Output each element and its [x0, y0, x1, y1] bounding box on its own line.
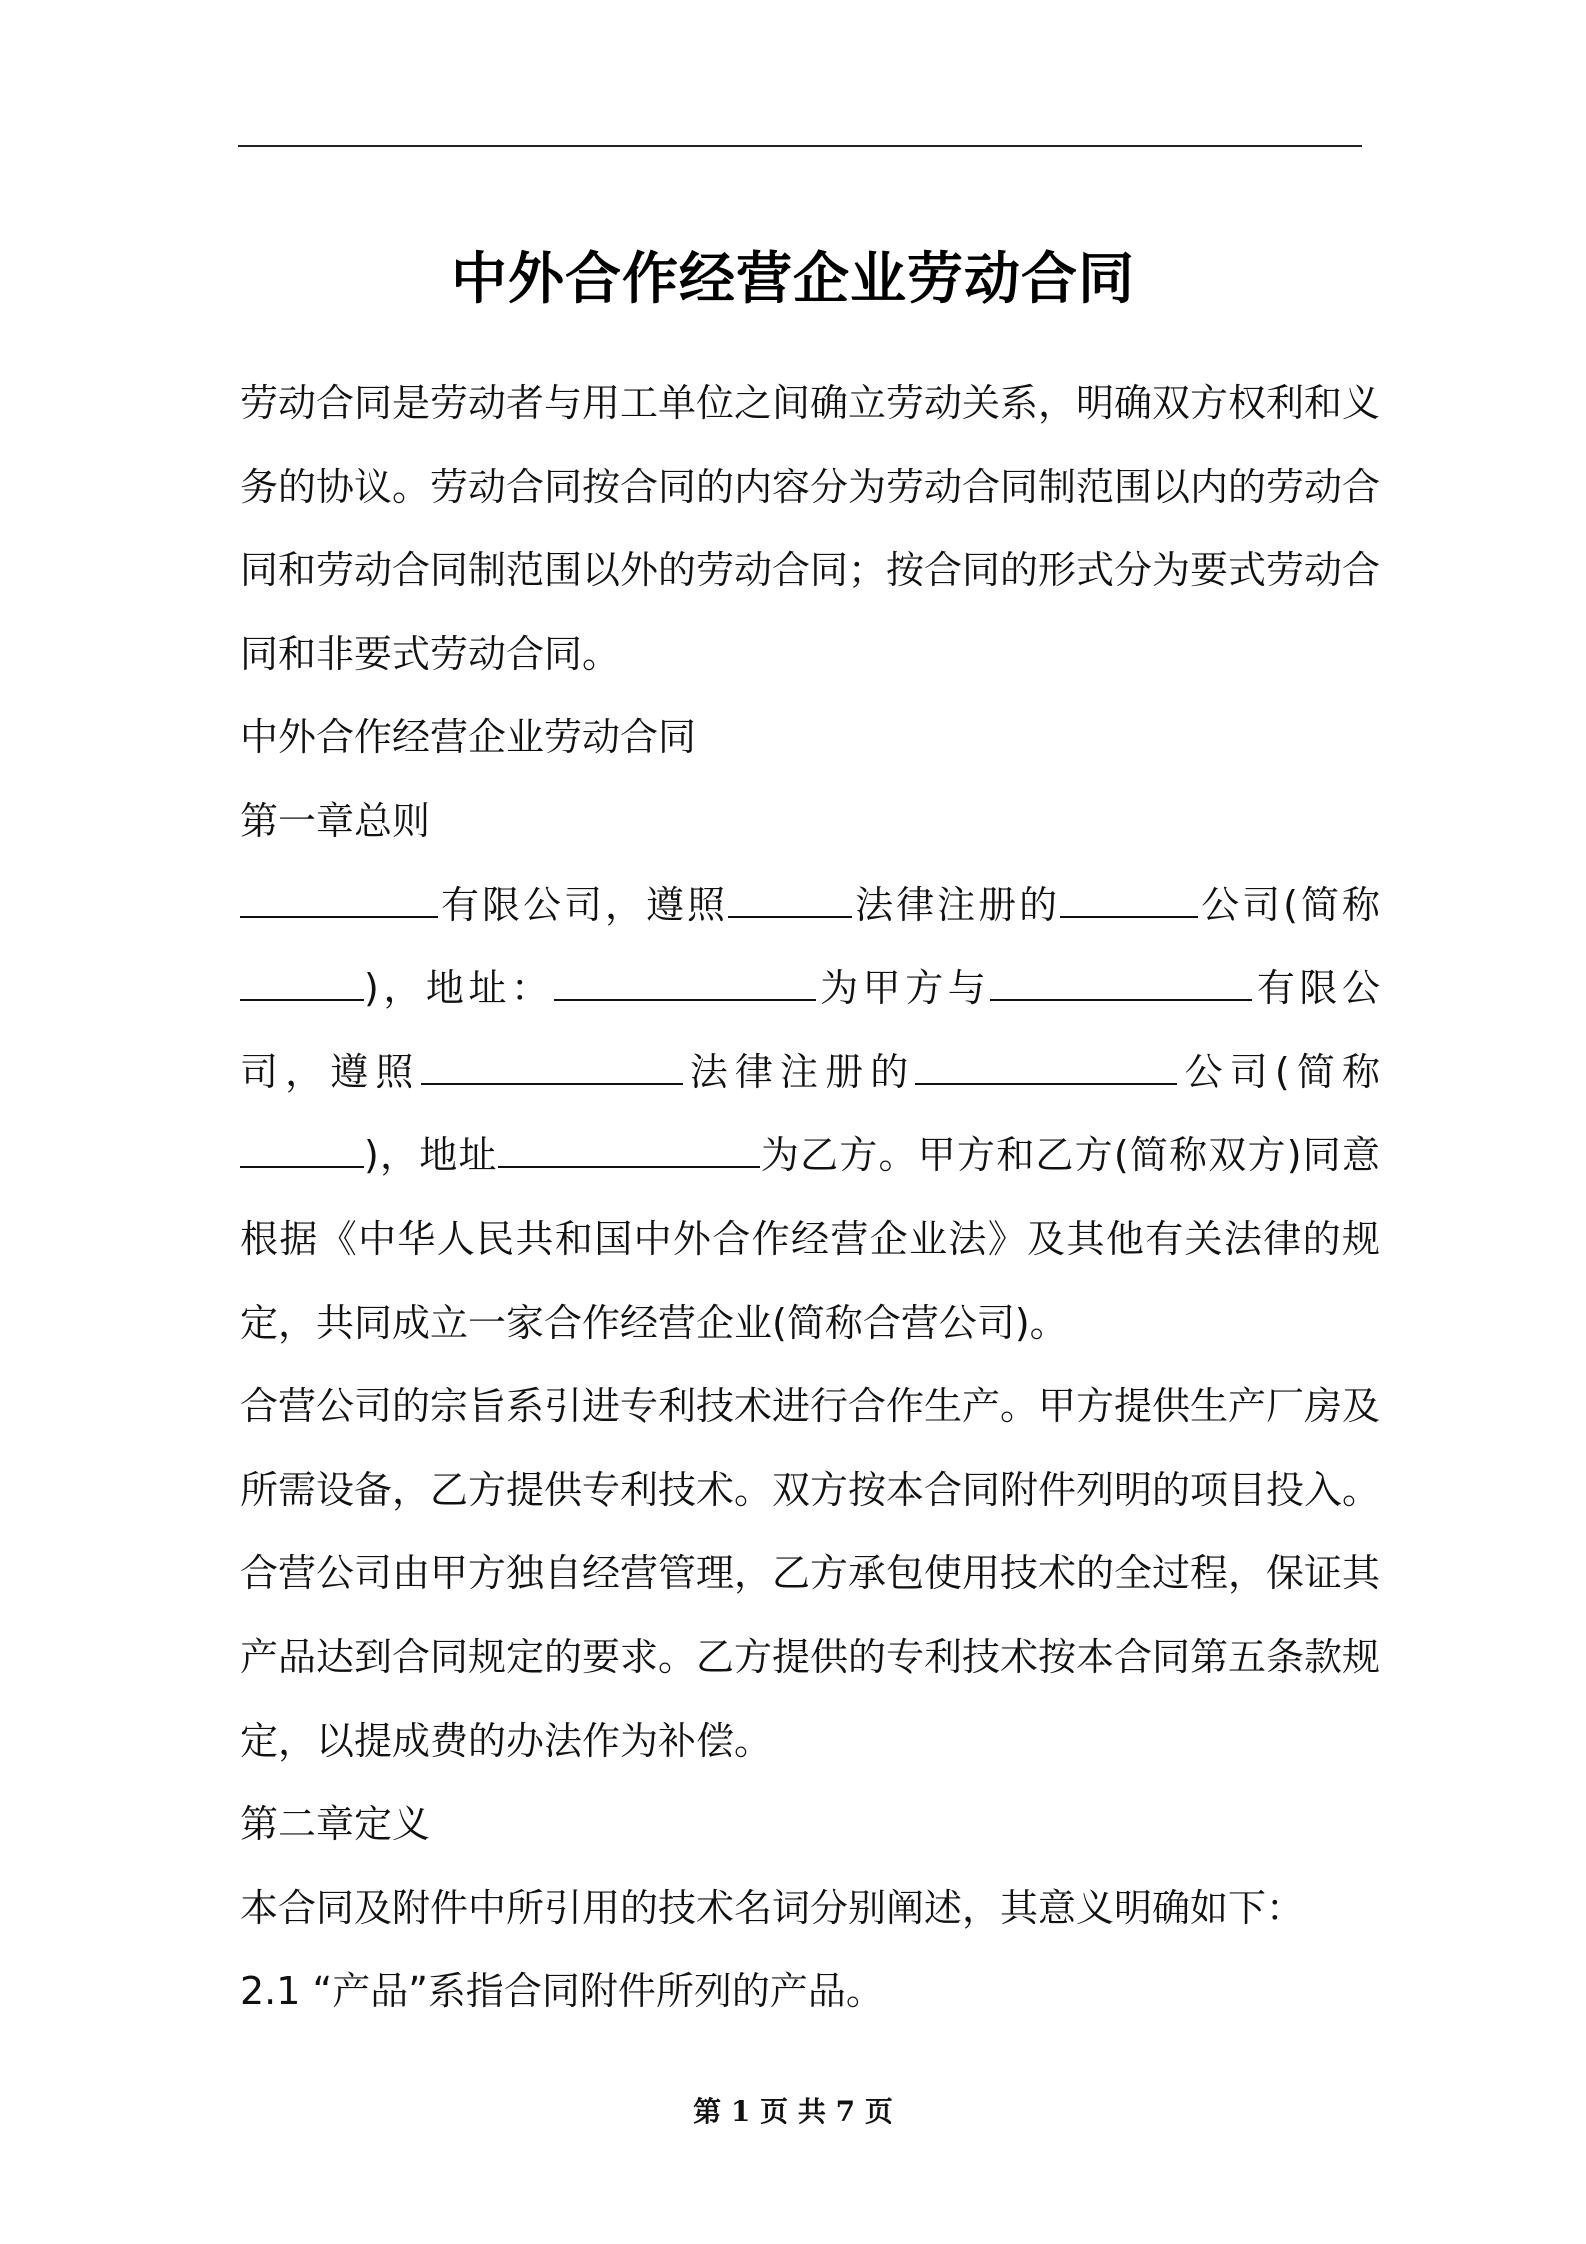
clause-text: )，地址 [364, 1133, 498, 1178]
clause-text: 有限公司，遵照 [438, 882, 729, 927]
blank-field[interactable] [990, 965, 1252, 1001]
blank-field[interactable] [498, 1132, 760, 1168]
clause-text: )，地址： [364, 966, 554, 1011]
document-body [240, 362, 1380, 2034]
blank-field[interactable] [915, 1049, 1177, 1085]
intro-paragraph: 劳动合同是劳动者与用工单位之间确立劳动关系，明确双方权利和义务的协议。劳动合同按合同的内容分为劳动合同制范围以内的劳动合同和劳动合同制范围以外的劳动合同；按合同的形式分为要式劳动合同和非要式劳动合同。 [240, 381, 1381, 676]
blank-field[interactable] [728, 882, 852, 918]
clause-text: 为乙方。甲方和乙方(简称双方)同意根据《中华人民共和国中外合作经营企业法》及其他有关法律的规定，共同成立一家合作经营企业(简称合营公司)。 [240, 1133, 1380, 1345]
purpose-paragraph: 合营公司的宗旨系引进专利技术进行合作生产。甲方提供生产厂房及所需设备，乙方提供专利技术。双方按本合同附件列明的项目投入。合营公司由甲方独自经营管理，乙方承包使用技术的全过程，保证其产品达到合同规定的要求。乙方提供的专利技术按本合同第五条款规定，以提成费的办法作为补偿。 [240, 1384, 1381, 1763]
clause-text: 有限公司，遵照 [240, 966, 1380, 1094]
clause-text: 法律注册的 [852, 882, 1061, 927]
subtitle: 中外合作经营企业劳动合同 [240, 715, 697, 760]
party-clause-paragraph [240, 864, 1380, 1366]
blank-field[interactable] [240, 1132, 364, 1168]
blank-field[interactable] [240, 882, 438, 918]
clause-text: 公司(简称 [1177, 1049, 1380, 1094]
blank-field[interactable] [1060, 882, 1198, 918]
document-title: 中外合作经营企业劳动合同 [451, 246, 1135, 312]
page-number: 第 1 页 共 7 页 [693, 2095, 893, 2128]
clause-text: 公司(简称 [1198, 882, 1380, 927]
blank-field[interactable] [554, 965, 816, 1001]
chapter-1-heading: 第一章总则 [240, 798, 431, 843]
header-rule [238, 145, 1362, 147]
clause-text: 法律注册的 [682, 1049, 916, 1094]
clause-text: 为甲方与 [815, 966, 991, 1011]
definition-item-2-1: 2.1 “产品”系指合同附件所列的产品。 [240, 1969, 884, 2014]
blank-field[interactable] [240, 965, 364, 1001]
chapter-2-heading: 第二章定义 [240, 1802, 431, 1847]
definitions-intro: 本合同及附件中所引用的技术名词分别阐述，其意义明确如下： [240, 1885, 1305, 1930]
blank-field[interactable] [421, 1049, 683, 1085]
